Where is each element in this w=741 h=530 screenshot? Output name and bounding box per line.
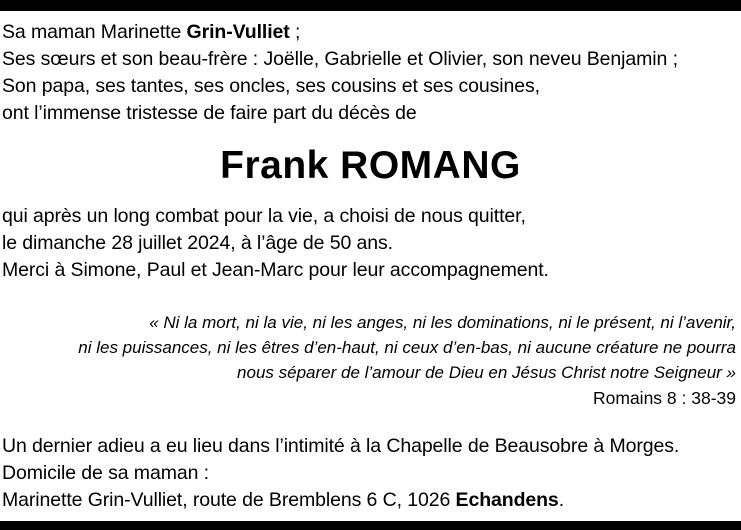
middle-line: Merci à Simone, Paul et Jean-Marc pour leur accompagnement. [2,259,549,281]
family-lines-block [2,19,739,127]
bottom-divider-rule [0,521,741,530]
family-line-text: Son papa, ses tantes, ses oncles, ses cousins et ses cousines, [2,75,540,97]
closing-line [2,460,739,487]
middle-line: le dimanche 28 juillet 2024, à l’âge de 50 ans. [2,232,393,254]
quote-line: ni les puissances, ni les êtres d’en-haut, ni ceux d’en-bas, ni aucune créature ne pourra [78,338,736,357]
family-line [2,100,739,127]
family-line [2,19,739,46]
family-line-suffix: ; [289,21,301,43]
quote-reference: Romains 8 : 38-39 [593,388,736,408]
closing-line [2,487,739,514]
closing-line-text: Un dernier adieu a eu lieu dans l’intimité à la Chapelle de Beausobre à Morges. [2,435,680,457]
family-line-text: Ses sœurs et son beau-frère : Joëlle, Gabrielle et Olivier, son neveu Benjamin ; [2,48,678,70]
closing-line-text: Marinette Grin-Vulliet, route de Bremblens 6 C, 1026 [2,489,456,511]
closing-line-suffix: . [558,489,565,511]
closing-line-text: Domicile de sa maman : [2,462,209,484]
deceased-name: Frank ROMANG [220,144,521,187]
closing-line-bold: Echandens [455,489,559,511]
family-line [2,73,739,100]
closing-line [2,433,739,460]
closing-lines-block [2,433,739,514]
quote-line: nous séparer de l’amour de Dieu en Jésus Christ notre Seigneur » [237,363,736,382]
family-line-text: Sa maman Marinette [2,21,187,43]
middle-lines-block [2,203,739,284]
quote-line: « Ni la mort, ni la vie, ni les anges, ni les dominations, ni le présent, ni l’avenir, [149,313,736,332]
family-line-bold: Grin-Vulliet [186,21,290,43]
notice-content [0,11,741,521]
middle-line: qui après un long combat pour la vie, a choisi de nous quitter, [2,205,526,227]
top-divider-rule [0,0,741,11]
deceased-name-block [2,143,739,189]
scripture-quote-block [2,310,739,411]
family-line [2,46,739,73]
family-line-text: ont l’immense tristesse de faire part du décès de [2,102,417,124]
